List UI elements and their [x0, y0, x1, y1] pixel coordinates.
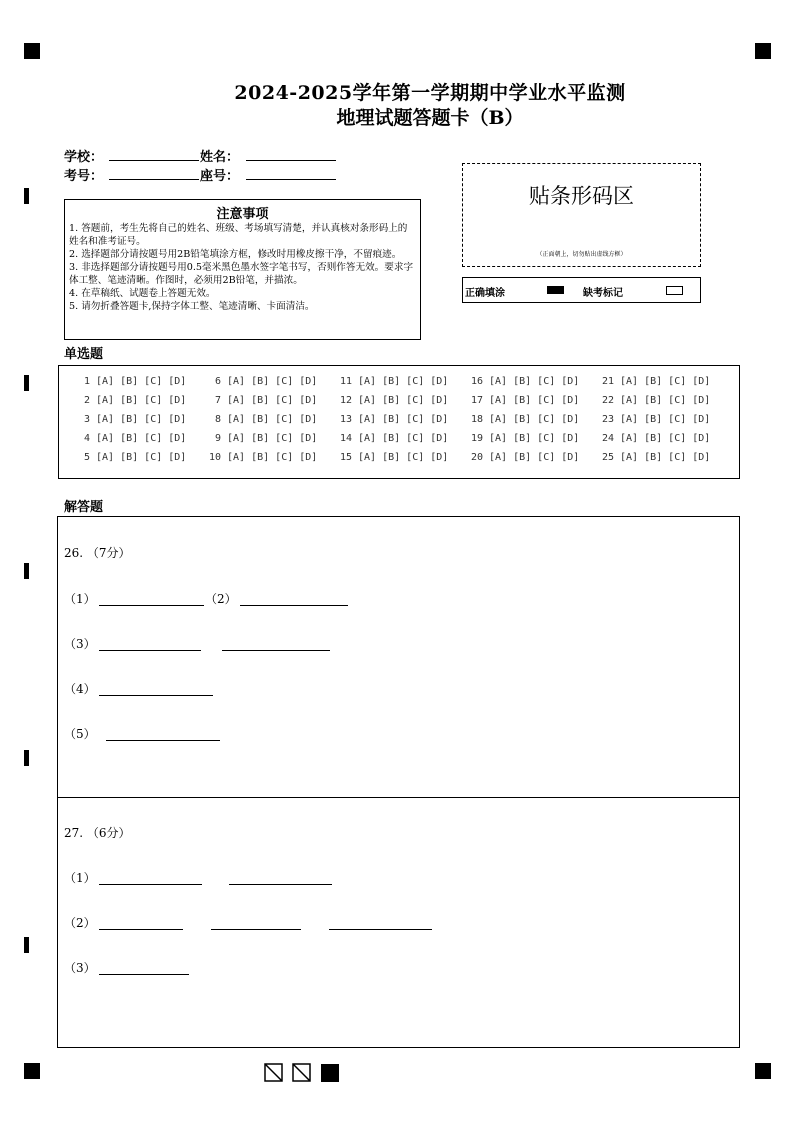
notice-item: 1. 答题前，考生先将自己的姓名、班级、考场填写清楚，并认真核对条形码上的姓名和准考证号。 — [69, 223, 408, 247]
question-number: 6 — [214, 376, 221, 387]
choice-question-18[interactable] — [466, 414, 579, 425]
answer-options[interactable]: [A] [B] [C] [D] — [614, 452, 711, 463]
answer-line[interactable] — [329, 929, 432, 930]
question-number: 20 — [470, 452, 483, 463]
answer-options[interactable]: [A] [B] [C] [D] — [221, 376, 318, 387]
question-number: 24 — [601, 433, 614, 444]
answer-options[interactable]: [A] [B] [C] [D] — [90, 433, 187, 444]
choice-question-10[interactable] — [204, 452, 317, 463]
choice-question-15[interactable] — [335, 452, 448, 463]
single-choice-grid — [58, 365, 740, 479]
question-number: 1 — [83, 376, 90, 387]
absent-mark-checkbox[interactable] — [666, 286, 683, 295]
page-title: 2024-2025学年第一学期期中学业水平监测 — [234, 82, 626, 104]
seat-label: 座号： — [200, 169, 240, 184]
free-response-label: 解答题 — [64, 500, 104, 515]
choice-question-23[interactable] — [597, 414, 710, 425]
choice-question-2[interactable] — [73, 395, 186, 406]
question-number: 15 — [339, 452, 352, 463]
answer-options[interactable]: [A] [B] [C] [D] — [483, 452, 580, 463]
registration-mark-bottom-right — [755, 1063, 771, 1079]
blank-label: （4） — [64, 682, 96, 696]
answer-options[interactable]: [A] [B] [C] [D] — [483, 414, 580, 425]
choice-question-13[interactable] — [335, 414, 448, 425]
correct-fill-sample — [547, 286, 564, 294]
choice-question-5[interactable] — [73, 452, 186, 463]
question-number: 2 — [83, 395, 90, 406]
blank-label: （3） — [64, 961, 96, 975]
choice-question-19[interactable] — [466, 433, 579, 444]
answer-options[interactable]: [A] [B] [C] [D] — [90, 452, 187, 463]
question-number: 12 — [339, 395, 352, 406]
answer-options[interactable]: [A] [B] [C] [D] — [90, 376, 187, 387]
school-field[interactable] — [109, 160, 199, 161]
blank-label: （2） — [205, 592, 237, 606]
answer-options[interactable]: [A] [B] [C] [D] — [352, 395, 449, 406]
blank-label: （1） — [64, 592, 96, 606]
answer-box-q26 — [57, 516, 740, 798]
answer-options[interactable]: [A] [B] [C] [D] — [352, 452, 449, 463]
answer-line[interactable] — [240, 605, 348, 606]
question-number: 9 — [214, 433, 221, 444]
choice-question-4[interactable] — [73, 433, 186, 444]
school-label: 学校： — [64, 150, 104, 165]
answer-options[interactable]: [A] [B] [C] [D] — [614, 433, 711, 444]
barcode-area-note: （正面朝上，切勿贴出虚线方框） — [536, 251, 627, 258]
absent-mark-label: 缺考标记 — [583, 288, 623, 299]
question-number: 19 — [470, 433, 483, 444]
answer-line[interactable] — [99, 605, 204, 606]
question-number: 22 — [601, 395, 614, 406]
exam-no-label: 考号： — [64, 169, 104, 184]
notice-item: 2. 选择题部分请按题号用2B铅笔填涂方框，修改时用橡皮擦干净，不留痕迹。 — [69, 249, 402, 260]
notice-body — [65, 222, 420, 313]
answer-options[interactable]: [A] [B] [C] [D] — [483, 433, 580, 444]
blank-label: （3） — [64, 637, 96, 651]
question-number: 10 — [208, 452, 221, 463]
choice-question-20[interactable] — [466, 452, 579, 463]
answer-line[interactable] — [99, 650, 201, 651]
answer-options[interactable]: [A] [B] [C] [D] — [614, 395, 711, 406]
registration-mark-bottom-left — [24, 1063, 40, 1079]
question-number: 21 — [601, 376, 614, 387]
choice-question-12[interactable] — [335, 395, 448, 406]
timing-mark — [24, 750, 29, 766]
answer-options[interactable]: [A] [B] [C] [D] — [483, 395, 580, 406]
timing-mark — [24, 937, 29, 953]
answer-options[interactable]: [A] [B] [C] [D] — [221, 433, 318, 444]
answer-line[interactable] — [99, 884, 202, 885]
answer-options[interactable]: [A] [B] [C] [D] — [352, 376, 449, 387]
timing-mark — [24, 188, 29, 204]
registration-mark-top-right — [755, 43, 771, 59]
seat-field[interactable] — [246, 179, 336, 180]
choice-question-1[interactable] — [73, 376, 186, 387]
barcode-area — [462, 163, 701, 267]
notice-item: 4. 在草稿纸、试题卷上答题无效。 — [69, 288, 216, 299]
choice-question-21[interactable] — [597, 376, 710, 387]
choice-question-16[interactable] — [466, 376, 579, 387]
question-number: 14 — [339, 433, 352, 444]
choice-question-22[interactable] — [597, 395, 710, 406]
answer-options[interactable]: [A] [B] [C] [D] — [221, 452, 318, 463]
choice-question-25[interactable] — [597, 452, 710, 463]
answer-line[interactable] — [99, 929, 183, 930]
answer-options[interactable]: [A] [B] [C] [D] — [90, 414, 187, 425]
question-number: 18 — [470, 414, 483, 425]
exam-no-field[interactable] — [109, 179, 199, 180]
timing-mark — [24, 563, 29, 579]
choice-question-9[interactable] — [204, 433, 317, 444]
question-27-heading: 27. （6分） — [64, 826, 131, 840]
answer-line[interactable] — [211, 929, 301, 930]
blank-label: （2） — [64, 916, 96, 930]
choice-question-11[interactable] — [335, 376, 448, 387]
name-label: 姓名： — [200, 150, 240, 165]
question-number: 7 — [214, 395, 221, 406]
question-number: 17 — [470, 395, 483, 406]
answer-options[interactable]: [A] [B] [C] [D] — [90, 395, 187, 406]
choice-question-7[interactable] — [204, 395, 317, 406]
question-number: 5 — [83, 452, 90, 463]
page-subtitle: 地理试题答题卡（B） — [336, 107, 524, 129]
choice-question-3[interactable] — [73, 414, 186, 425]
blank-label: （5） — [64, 727, 96, 741]
answer-line[interactable] — [99, 974, 189, 975]
question-number: 13 — [339, 414, 352, 425]
page-code-marks — [264, 1063, 344, 1083]
choice-question-17[interactable] — [466, 395, 579, 406]
blank-label: （1） — [64, 871, 96, 885]
question-number: 11 — [339, 376, 352, 387]
question-number: 25 — [601, 452, 614, 463]
answer-line[interactable] — [222, 650, 330, 651]
choice-question-8[interactable] — [204, 414, 317, 425]
notice-title: 注意事项 — [216, 207, 269, 222]
choice-question-6[interactable] — [204, 376, 317, 387]
notice-item: 5. 请勿折叠答题卡,保持字体工整、笔迹清晰、卡面清洁。 — [69, 301, 315, 312]
choice-question-24[interactable] — [597, 433, 710, 444]
question-number: 3 — [83, 414, 90, 425]
timing-mark — [24, 375, 29, 391]
answer-line[interactable] — [229, 884, 332, 885]
choice-question-14[interactable] — [335, 433, 448, 444]
registration-mark-top-left — [24, 43, 40, 59]
single-choice-label: 单选题 — [64, 347, 104, 362]
answer-options[interactable]: [A] [B] [C] [D] — [221, 414, 318, 425]
answer-line[interactable] — [99, 695, 213, 696]
question-number: 16 — [470, 376, 483, 387]
question-number: 23 — [601, 414, 614, 425]
question-number: 8 — [214, 414, 221, 425]
answer-line[interactable] — [106, 740, 220, 741]
notice-item: 3. 非选择题部分请按题号用0.5毫米黑色墨水签字笔书写，否则作答无效。要求字体工整、笔迹清晰。作图时，必须用2B铅笔，并描浓。 — [69, 262, 414, 286]
name-field[interactable] — [246, 160, 336, 161]
answer-options[interactable]: [A] [B] [C] [D] — [352, 414, 449, 425]
notice-box — [64, 199, 421, 340]
barcode-area-title: 贴条形码区 — [529, 184, 634, 208]
fill-legend — [462, 277, 701, 303]
answer-options[interactable]: [A] [B] [C] [D] — [614, 376, 711, 387]
answer-options[interactable]: [A] [B] [C] [D] — [483, 376, 580, 387]
answer-options[interactable]: [A] [B] [C] [D] — [614, 414, 711, 425]
question-26-heading: 26. （7分） — [64, 546, 131, 560]
answer-box-q27 — [57, 797, 740, 1048]
answer-options[interactable]: [A] [B] [C] [D] — [352, 433, 449, 444]
question-number: 4 — [83, 433, 90, 444]
correct-fill-label: 正确填涂 — [465, 288, 505, 299]
answer-options[interactable]: [A] [B] [C] [D] — [221, 395, 318, 406]
